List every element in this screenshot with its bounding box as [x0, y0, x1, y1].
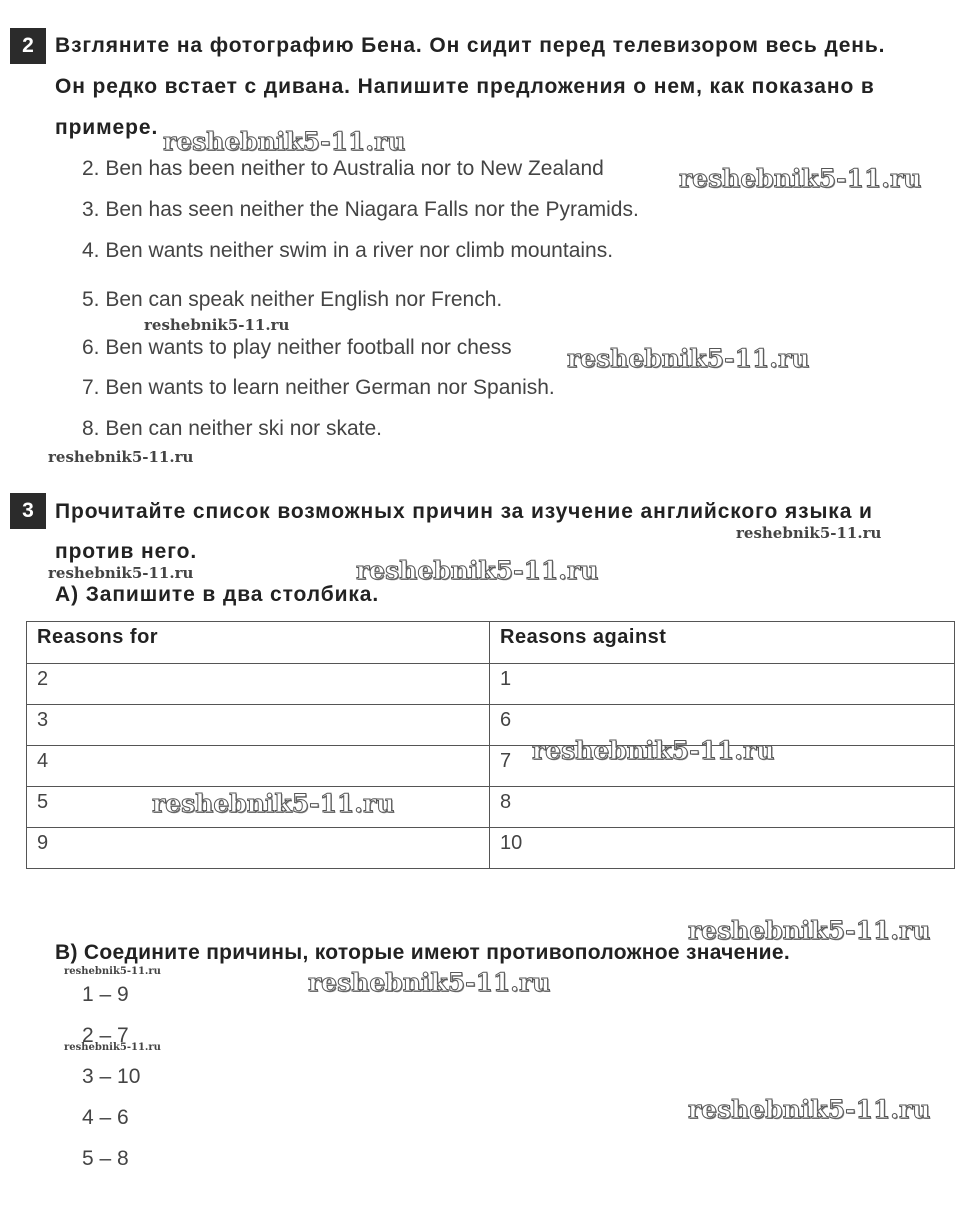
watermark: reshebnik5-11.ru — [567, 344, 810, 373]
header-reasons-for: Reasons for — [27, 622, 490, 664]
answer-line: 7. Ben wants to learn neither German nor Spanish. — [82, 376, 555, 399]
table-row — [27, 828, 955, 869]
table-cell: 3 — [27, 705, 490, 746]
exercise-instruction-line: против него. — [55, 540, 198, 563]
table-cell: 6 — [490, 705, 955, 746]
watermark: reshebnik5-11.ru — [48, 448, 194, 466]
watermark: reshebnik5-11.ru — [532, 736, 775, 765]
answer-line: 6. Ben wants to play neither football nor chess — [82, 336, 512, 359]
table-cell: 9 — [27, 828, 490, 869]
table-row — [27, 746, 955, 787]
table-row — [27, 705, 955, 746]
exercise-instruction-line: Взгляните на фотографию Бена. Он сидит перед телевизором весь день. — [55, 34, 886, 57]
pair-line: 4 – 6 — [82, 1106, 129, 1129]
table-cell: 5 — [27, 787, 490, 828]
watermark: reshebnik5-11.ru — [48, 564, 194, 582]
answer-line: 4. Ben wants neither swim in a river nor climb mountains. — [82, 239, 614, 262]
watermark: reshebnik5-11.ru — [736, 524, 882, 542]
watermark: reshebnik5-11.ru — [356, 556, 599, 585]
exercise-number-badge: 3 — [10, 493, 46, 529]
part-a-heading: А) Запишите в два столбика. — [55, 583, 380, 606]
pair-line: 3 – 10 — [82, 1065, 141, 1088]
watermark: reshebnik5-11.ru — [163, 127, 406, 156]
exercise-number-badge: 2 — [10, 28, 46, 64]
watermark: reshebnik5-11.ru — [144, 316, 290, 334]
table-cell: 8 — [490, 787, 955, 828]
table-row — [27, 664, 955, 705]
watermark: reshebnik5-11.ru — [688, 916, 931, 945]
table-cell: 2 — [27, 664, 490, 705]
table-cell: 1 — [490, 664, 955, 705]
table-cell: 4 — [27, 746, 490, 787]
table-cell: 10 — [490, 828, 955, 869]
answer-line: 3. Ben has seen neither the Niagara Falls nor the Pyramids. — [82, 198, 639, 221]
watermark: reshebnik5-11.ru — [679, 164, 922, 193]
watermark: reshebnik5-11.ru — [64, 966, 161, 977]
watermark: reshebnik5-11.ru — [308, 968, 551, 997]
exercise-instruction-line: Прочитайте список возможных причин за изучение английского языка и — [55, 500, 873, 523]
reasons-table — [26, 621, 955, 869]
exercise-instruction-line: примере. — [55, 116, 159, 139]
watermark: reshebnik5-11.ru — [688, 1095, 931, 1124]
answer-line: 2. Ben has been neither to Australia nor to New Zealand — [82, 157, 604, 180]
table-cell: 7 — [490, 746, 955, 787]
pair-line: 5 – 8 — [82, 1147, 129, 1170]
watermark: reshebnik5-11.ru — [64, 1042, 161, 1053]
table-header-row — [27, 622, 955, 664]
exercise-instruction-line: Он редко встает с дивана. Напишите предложения о нем, как показано в — [55, 75, 875, 98]
answer-line: 5. Ben can speak neither English nor French. — [82, 288, 503, 311]
answer-line: 8. Ben can neither ski nor skate. — [82, 417, 382, 440]
part-b-heading: В) Соедините причины, которые имеют противоположное значение. — [55, 941, 790, 964]
header-reasons-against: Reasons against — [490, 622, 955, 664]
pair-line: 1 – 9 — [82, 983, 129, 1006]
watermark: reshebnik5-11.ru — [152, 789, 395, 818]
pair-line: 2 – 7 — [82, 1024, 129, 1047]
